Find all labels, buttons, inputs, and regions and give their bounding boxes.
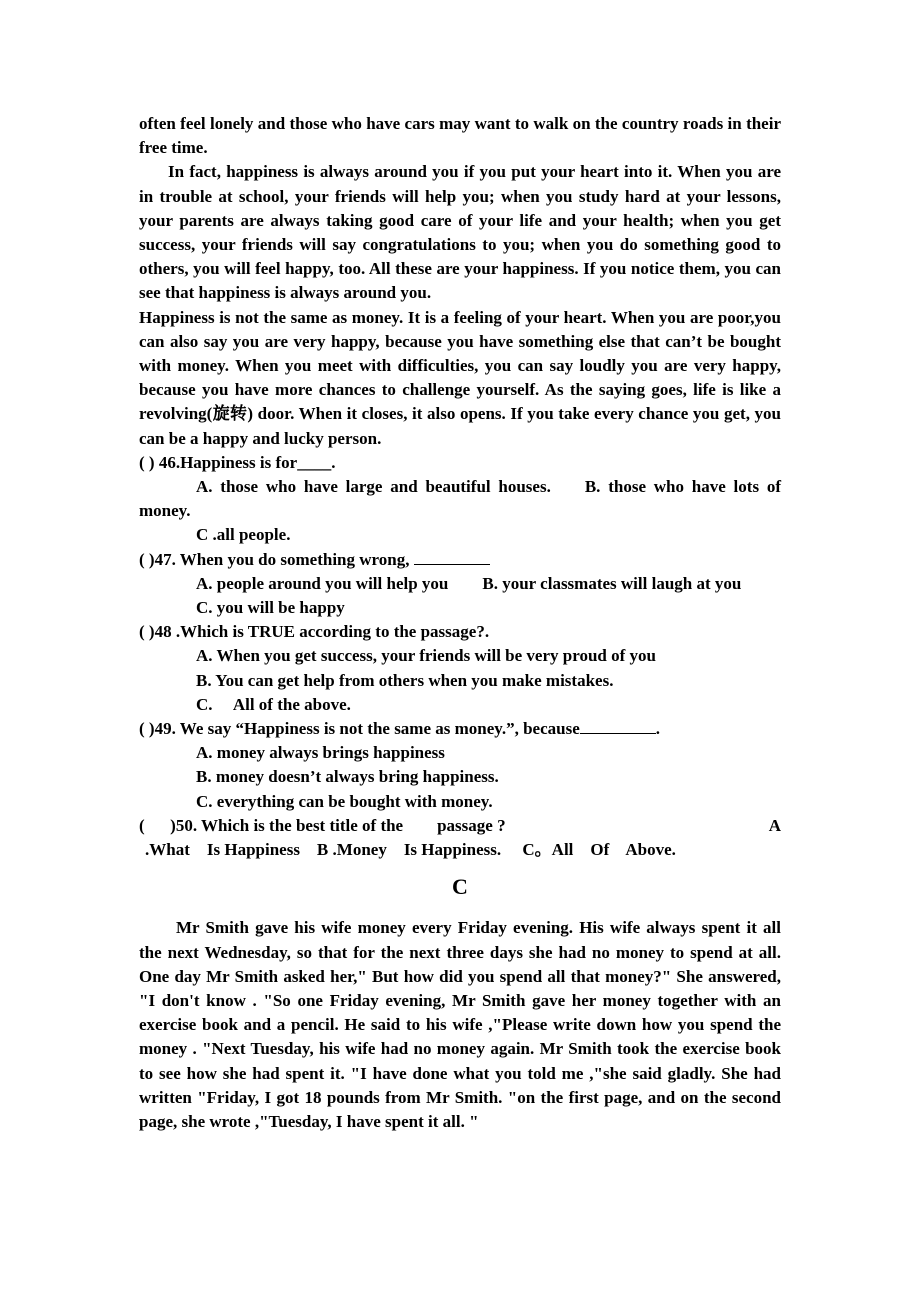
question-50-stem: ( )50. Which is the best title of the passage ? [139, 815, 506, 835]
document-page [139, 112, 781, 1134]
question-47-option-c: C. you will be happy [196, 598, 345, 618]
question-46-option-a: A. those who have large and beautiful houses. [196, 477, 551, 497]
question-49-stem-text: ( )49. We say “Happiness is not the same as money.”, because [139, 719, 580, 739]
question-47-option-a: A. people around you will help you [196, 573, 449, 593]
question-50-options: .What Is Happiness B .Money Is Happiness. C。All Of Above. [145, 840, 676, 860]
question-48-option-b: B. You can get help from others when you make mistakes. [196, 670, 614, 690]
question-46-options-ab [139, 475, 781, 523]
question-50 [139, 814, 781, 862]
question-47 [139, 548, 781, 621]
question-49 [139, 717, 781, 814]
answer-blank [414, 548, 490, 565]
question-49-stem [139, 717, 781, 741]
question-46-option-b: B. those who have lots of money. [139, 477, 782, 521]
section-c-passage: Mr Smith gave his wife money every Friday evening. His wife always spent it all the next Wednesday, so that for the next three days she had no money to spend at all. One day Mr Smith asked her," But how did you spend all that money?" She answered, "I don't know . "So one Friday evening, Mr Smith gave her money together with an exercise book and a pencil. He said to his wife ,"Please write down how you spend the money . "Next Tuesday, his wife had no money again. Mr Smith took the exercise book to see how she had spent it. "I have done what you told me ,"she said gladly. She had written "Friday, I got 18 pounds from Mr Smith. "on the first page, and on the second page, she wrote ,"Tuesday, I have spent it all. " [139, 918, 781, 1131]
passage-b-paragraph-1-tail: often feel lonely and those who have cars may want to walk on the country roads in their free time. [139, 114, 781, 158]
question-49-option-c: C. everything can be bought with money. [196, 791, 493, 811]
question-48-stem: ( )48 .Which is TRUE according to the passage?. [139, 622, 490, 642]
question-49-stem-end: . [655, 719, 661, 739]
question-48-option-c: C. All of the above. [196, 694, 351, 714]
question-50-option-a-letter: A [768, 815, 781, 835]
answer-blank [580, 717, 656, 734]
question-48 [139, 620, 781, 717]
question-47-options-ab [139, 572, 781, 596]
question-47-stem-text: ( )47. When you do something wrong, [139, 549, 414, 569]
question-47-stem [139, 548, 781, 572]
passage-b-paragraph-3: Happiness is not the same as money. It is a feeling of your heart. When you are poor,you can also say you are very happy, because you have something else that can’t be bought with money. When you meet with difficulties, you can say loudly you are very happy, because you have more chances to challenge yourself. As the saying goes, life is like a revolving(旋转) door. When it closes, it also opens. If you take every chance you get, you can be a happy and lucky person. [139, 307, 781, 448]
passage-b-paragraph-2: In fact, happiness is always around you if you put your heart into it. When you are in trouble at school, your friends will help you; when you study hard at your lessons, your parents are always taking good care of your life and your health; when you get success, your friends will say congratulations to you; when you do something good to others, you will feel happy, too. All these are your happiness. If you notice them, you can see that happiness is always around you. [139, 162, 781, 303]
question-47-option-b: B. your classmates will laugh at you [482, 573, 742, 593]
question-46-option-c: C .all people. [196, 525, 291, 545]
question-46 [139, 451, 781, 548]
question-49-option-a: A. money always brings happiness [196, 743, 445, 763]
question-48-option-a: A. When you get success, your friends will be very proud of you [196, 646, 656, 666]
question-46-stem: ( ) 46.Happiness is for____. [139, 452, 336, 472]
question-49-option-b: B. money doesn’t always bring happiness. [196, 767, 499, 787]
question-50-stem-row [139, 814, 781, 838]
section-c-heading: C [452, 874, 468, 900]
